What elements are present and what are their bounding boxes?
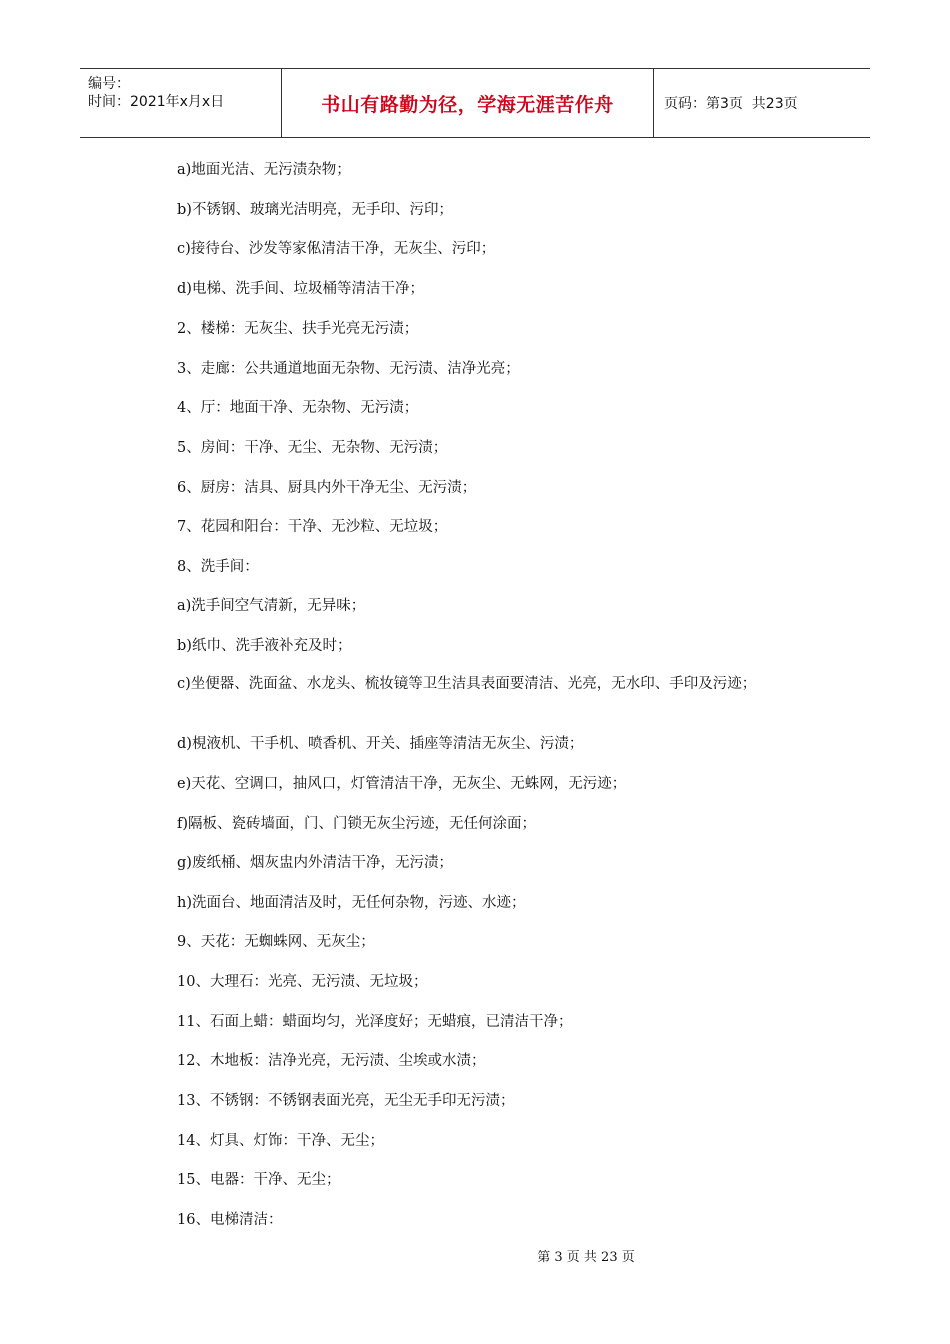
text-line: 3、走廊：公共通道地面无杂物、无污渍、洁净光亮；	[177, 361, 520, 377]
text-line: c)接待台、沙发等家俬清洁干净，无灰尘、污印；	[177, 241, 496, 257]
text-line: e)天花、空调口，抽风口，灯管清洁干净，无灰尘、无蛛网，无污迹；	[177, 776, 627, 792]
text-line: 4、厅：地面干净、无杂物、无污渍；	[177, 400, 419, 416]
text-line: 16、电梯清洁：	[177, 1212, 283, 1228]
text-line: b)纸巾、洗手液补充及时；	[177, 638, 352, 654]
text-line: d)电梯、洗手间、垃圾桶等清洁干净；	[177, 281, 424, 297]
page-info: 页码：第3页 共23页	[664, 96, 798, 112]
header-page-cell	[654, 69, 870, 137]
text-line: 9、天花：无蜘蛛网、无灰尘；	[177, 934, 375, 950]
text-line: a)洗手间空气清新，无异味；	[177, 598, 366, 614]
text-line: 5、房间：干净、无尘、无杂物、无污渍；	[177, 440, 448, 456]
number-label: 编号：	[88, 76, 130, 92]
text-line: a)地面光洁、无污渍杂物；	[177, 162, 351, 178]
text-line: 2、楼梯：无灰尘、扶手光亮无污渍；	[177, 321, 419, 337]
text-line: 11、石面上蜡：蜡面均匀，光泽度好；无蜡痕，已清洁干净；	[177, 1014, 573, 1030]
text-line: 13、不锈钢：不锈钢表面光亮，无尘无手印无污渍；	[177, 1093, 515, 1109]
motto: 书山有路勤为径，学海无涯苦作舟	[321, 93, 614, 116]
text-line: c)坐便器、洗面盆、水龙头、梳妆镜等卫生洁具表面要清洁、光亮，无水印、手印及污迹；	[177, 676, 757, 692]
text-line: f)隔板、瓷砖墙面，门、门锁无灰尘污迹，无任何涂面；	[177, 816, 537, 832]
header-meta	[80, 69, 282, 137]
text-line: 12、木地板：洁净光亮，无污渍、尘埃或水渍；	[177, 1053, 486, 1069]
text-line: 6、厨房：洁具、厨具内外干净无尘、无污渍；	[177, 480, 477, 496]
text-line: 8、洗手间：	[177, 559, 259, 575]
time-label: 时间：2021年x月x日	[88, 94, 225, 110]
text-line: 15、电器：干净、无尘；	[177, 1172, 341, 1188]
text-line: g)废纸桶、烟灰盅内外清洁干净，无污渍；	[177, 855, 453, 871]
text-line: 14、灯具、灯饰：干净、无尘；	[177, 1133, 384, 1149]
header-motto-cell	[282, 69, 654, 137]
text-line: h)洗面台、地面清洁及时，无任何杂物，污迹、水迹；	[177, 895, 526, 911]
text-line: b)不锈钢、玻璃光洁明亮，无手印、污印；	[177, 202, 453, 218]
text-line: 10、大理石：光亮、无污渍、无垃圾；	[177, 974, 428, 990]
text-line: d)梘液机、干手机、喷香机、开关、插座等清洁无灰尘、污渍；	[177, 736, 584, 752]
page-header	[80, 68, 870, 138]
page-footer	[0, 1246, 950, 1265]
footer-page-number: 第 3 页 共 23 页	[537, 1250, 635, 1265]
text-line: 7、花园和阳台：干净、无沙粒、无垃圾；	[177, 519, 448, 535]
